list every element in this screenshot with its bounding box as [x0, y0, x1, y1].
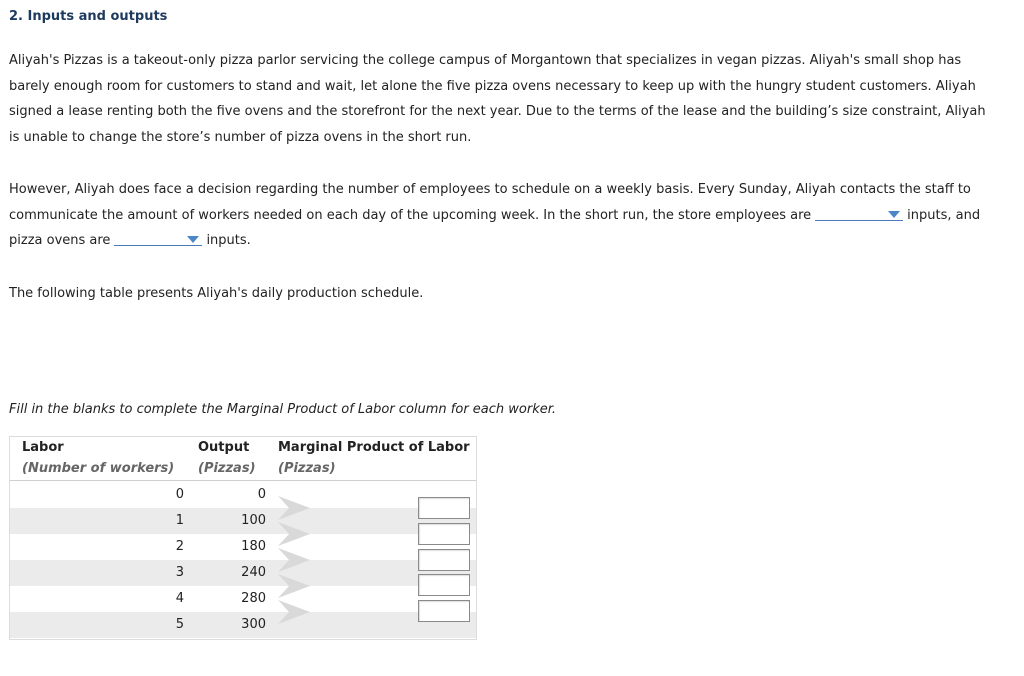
- question-title: 2. Inputs and outputs: [9, 9, 168, 24]
- instruction-text: Fill in the blanks to complete the Marginal Product of Labor column for each worker.: [9, 402, 557, 417]
- employees-input-type-dropdown[interactable]: [815, 206, 903, 221]
- chevron-down-icon: [888, 211, 900, 218]
- output-header: Output: [198, 440, 250, 455]
- chevron-right-icon: [276, 495, 312, 521]
- table-row: [10, 482, 476, 508]
- decision-text-3: inputs.: [206, 233, 251, 248]
- labor-cell: 2: [175, 539, 184, 554]
- decision-text-2: inputs, and pizza ovens are: [9, 207, 981, 248]
- mpl-subheader: (Pizzas): [278, 461, 336, 476]
- output-cell: 180: [241, 539, 266, 554]
- mpl-input-worker-2[interactable]: [418, 523, 470, 545]
- decision-paragraph: [9, 177, 994, 254]
- chevron-right-icon: [276, 599, 312, 625]
- output-cell: 240: [241, 565, 266, 580]
- output-subheader: (Pizzas): [198, 461, 256, 476]
- output-cell: 280: [241, 591, 266, 606]
- mpl-header: Marginal Product of Labor: [278, 440, 470, 455]
- labor-cell: 4: [175, 591, 184, 606]
- header-divider: [10, 480, 476, 481]
- mpl-input-worker-4[interactable]: [418, 574, 470, 596]
- labor-header: Labor: [22, 440, 64, 455]
- ovens-input-type-dropdown[interactable]: [114, 231, 202, 246]
- chevron-right-icon: [276, 573, 312, 599]
- chevron-right-icon: [276, 547, 312, 573]
- table-row: [10, 612, 476, 638]
- labor-subheader: (Number of workers): [22, 461, 175, 476]
- output-cell: 0: [257, 487, 266, 502]
- mpl-input-worker-3[interactable]: [418, 549, 470, 571]
- chevron-down-icon: [187, 236, 199, 243]
- labor-cell: 5: [175, 617, 184, 632]
- table-row: [10, 534, 476, 560]
- output-cell: 100: [241, 513, 266, 528]
- production-table: [9, 436, 477, 640]
- output-cell: 300: [241, 617, 266, 632]
- table-row: [10, 586, 476, 612]
- table-row: [10, 508, 476, 534]
- intro-paragraph: Aliyah's Pizzas is a takeout-only pizza parlor servicing the college campus of Morgantown that specializes in vegan pizzas. Aliyah's small shop has barely enough room for customers to stand and wait, let alone the five pizza ovens necessary to keep up with the hungry student customers. Aliyah signed a lease renting both the five ovens and the storefront for the next year. Due to the terms of the lease and the building’s size constraint, Aliyah is unable to change the store’s number of pizza ovens in the short run.: [9, 53, 986, 145]
- labor-cell: 1: [175, 513, 184, 528]
- table-row: [10, 560, 476, 586]
- mpl-input-worker-1[interactable]: [418, 497, 470, 519]
- decision-text-1: However, Aliyah does face a decision regarding the number of employees to schedule on a weekly basis. Every Sunday, Aliyah contacts the staff to communicate the amount of workers needed on each day of the upcoming week. In the short run, the store employees are: [9, 182, 971, 223]
- labor-cell: 0: [175, 487, 184, 502]
- labor-cell: 3: [175, 565, 184, 580]
- mpl-input-worker-5[interactable]: [418, 600, 470, 622]
- chevron-right-icon: [276, 521, 312, 547]
- table-intro-paragraph: The following table presents Aliyah's daily production schedule.: [9, 286, 424, 301]
